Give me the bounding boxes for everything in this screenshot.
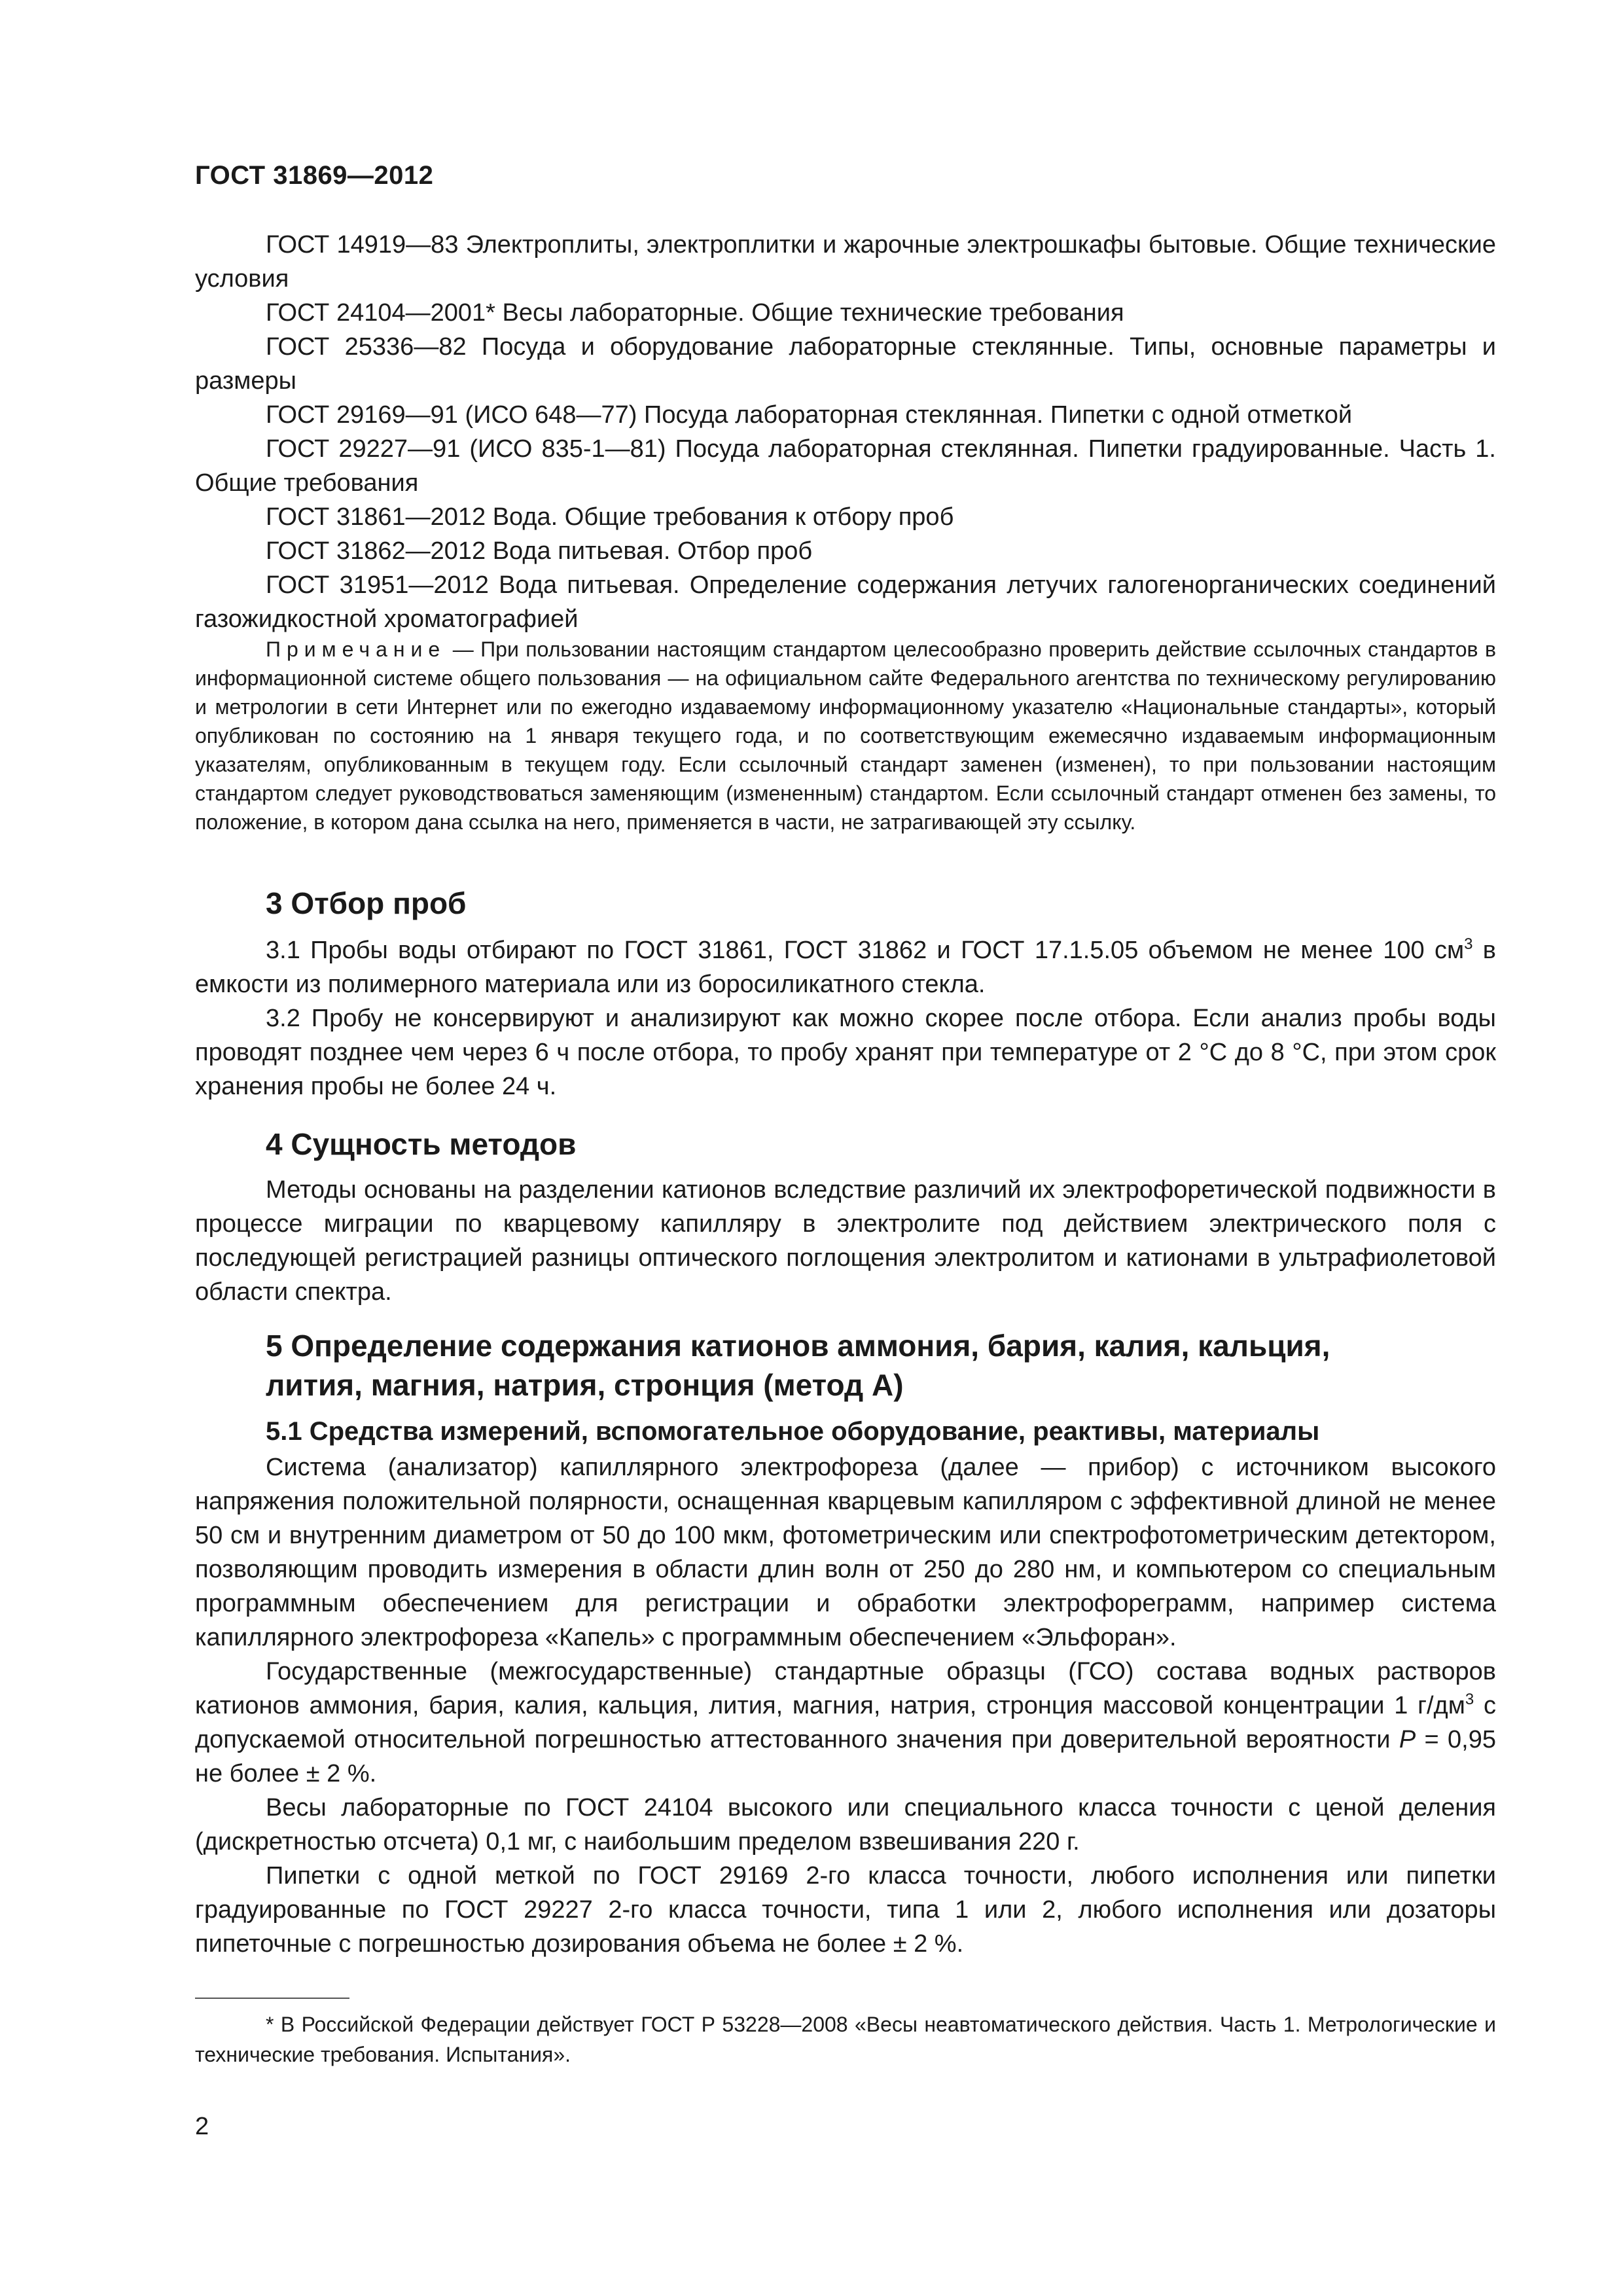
section-5-1-paragraph-2: Государственные (межгосударственные) стандартные образцы (ГСО) состава водных растворов катионов аммония, бария, калия, кальция, лития, магния, натрия, стронция массовой концентрации 1 $г/дм^3$ с допускаемой относительной погрешностью аттестованного значения при доверительной вероятности P = 0,95 не более ± 2 %. [195,1658,1496,1787]
section-4-heading: 4 Сущность методов [266,1127,577,1161]
note-text: — При пользовании настоящим стандартом целесообразно проверить действие ссылочных стандартов в информационной системе общего пользования — на официальном сайте Федерального агентства по техническому регулированию и метрологии в сети Интернет или по ежегодно издаваемому информационному указателю «Национальные стандарты», который опубликован по состоянию на 1 января текущего года, и по соответствующим ежемесячно издаваемым информационным указателям, опубликованным в текущем году. Если ссылочный стандарт заменен (изменен), то при пользовании настоящим стандартом следует руководствоваться заменяющим (измененным) стандартом. Если ссылочный стандарт отменен без замены, то положение, в котором дана ссылка на него, применяется в части, не затрагивающей эту ссылку. [195,637,1497,834]
section-5-1-heading: 5.1 Средства измерений, вспомогательное оборудование, реактивы, материалы [266,1417,1320,1446]
footnote [195,2009,1496,2070]
section-5-1-paragraph-3: Весы лабораторные по ГОСТ 24104 высокого или специального класса точности с ценой деления (дискретностью отсчета) 0,1 мг, с наибольшим пределом взвешивания 220 г. [195,1794,1496,1856]
reference-item: ГОСТ 31951—2012 Вода питьевая. Определение содержания летучих галогенорганических соединений газожидкостной хроматографией [195,571,1496,633]
reference-item: ГОСТ 24104—2001* Весы лабораторные. Общие технические требования [266,299,1124,327]
note-paragraph [195,635,1496,836]
section-3 [195,884,1496,1103]
section-3-heading: 3 Отбор проб [266,886,467,920]
note-block [195,635,1496,836]
page-number: 2 [195,2113,209,2140]
section-5-heading: 5 Определение содержания катионов аммония, бария, калия, кальция, лития, магния, натрия, стронция (метод А) [266,1329,1330,1402]
reference-item: ГОСТ 25336—82 Посуда и оборудование лабораторные стеклянные. Типы, основные параметры и размеры [195,333,1496,395]
footnote-separator [195,1998,349,1999]
section-5 [195,1326,1496,1961]
note-label: Примечание [266,637,446,661]
reference-item: ГОСТ 29169—91 (ИСО 648—77) Посуда лабораторная стеклянная. Пипетки с одной отметкой [266,401,1353,429]
reference-item: ГОСТ 29227—91 (ИСО 835-1—81) Посуда лабораторная стеклянная. Пипетки градуированные. Часть 1. Общие требования [195,435,1496,497]
section-4 [195,1124,1496,1309]
section-4-paragraph: Методы основаны на разделении катионов вследствие различий их электрофоретической подвижности в процессе миграции по кварцевому капилляру в электролите под действием электрического поля с последующей регистрацией разницы оптического поглощения электролитом и катионами в ультрафиолетовой области спектра. [195,1176,1496,1306]
reference-item: ГОСТ 14919—83 Электроплиты, электроплитки и жарочные электрошкафы бытовые. Общие технические условия [195,231,1496,293]
footnote-text: * В Российской Федерации действует ГОСТ Р 53228—2008 «Весы неавтоматического действия. Часть 1. Метрологические и технические требования. Испытания». [195,2013,1496,2066]
reference-item: ГОСТ 31861—2012 Вода. Общие требования к отбору проб [266,503,954,531]
normative-references-list [195,228,1496,636]
reference-item: ГОСТ 31862—2012 Вода питьевая. Отбор проб [266,537,813,565]
section-3-paragraph-1: 3.1 Пробы воды отбирают по ГОСТ 31861, ГОСТ 31862 и ГОСТ 17.1.5.05 объемом не менее 100 $см^3$ в емкости из полимерного материала или из боросиликатного стекла. [195,935,1496,998]
document-code-header: ГОСТ 31869—2012 [195,161,434,190]
section-5-1-paragraph-4: Пипетки с одной меткой по ГОСТ 29169 2-го класса точности, любого исполнения или пипетки градуированные по ГОСТ 29227 2-го класса точности, типа 1 или 2, любого исполнения или дозаторы пипеточные с погрешностью дозирования объема не более ± 2 %. [195,1862,1496,1958]
section-3-paragraph-2: 3.2 Пробу не консервируют и анализируют как можно скорее после отбора. Если анализ пробы воды проводят позднее чем через 6 ч после отбора, то пробу хранят при температуре от 2 °C до 8 °C, при этом срок хранения пробы не более 24 ч. [195,1005,1496,1100]
section-5-1-paragraph-1: Система (анализатор) капиллярного электрофореза (далее — прибор) с источником высокого напряжения положительной полярности, оснащенная кварцевым капилляром с эффективной длиной не менее 50 см и внутренним диаметром от 50 до 100 мкм, фотометрическим или спектрофотометрическим детектором, позволяющим проводить измерения в области длин волн от 250 до 280 нм, и компьютером со специальным программным обеспечением для регистрации и обработки электрофореграмм, например система капиллярного электрофореза «Капель» с программным обеспечением «Эльфоран». [195,1454,1496,1651]
